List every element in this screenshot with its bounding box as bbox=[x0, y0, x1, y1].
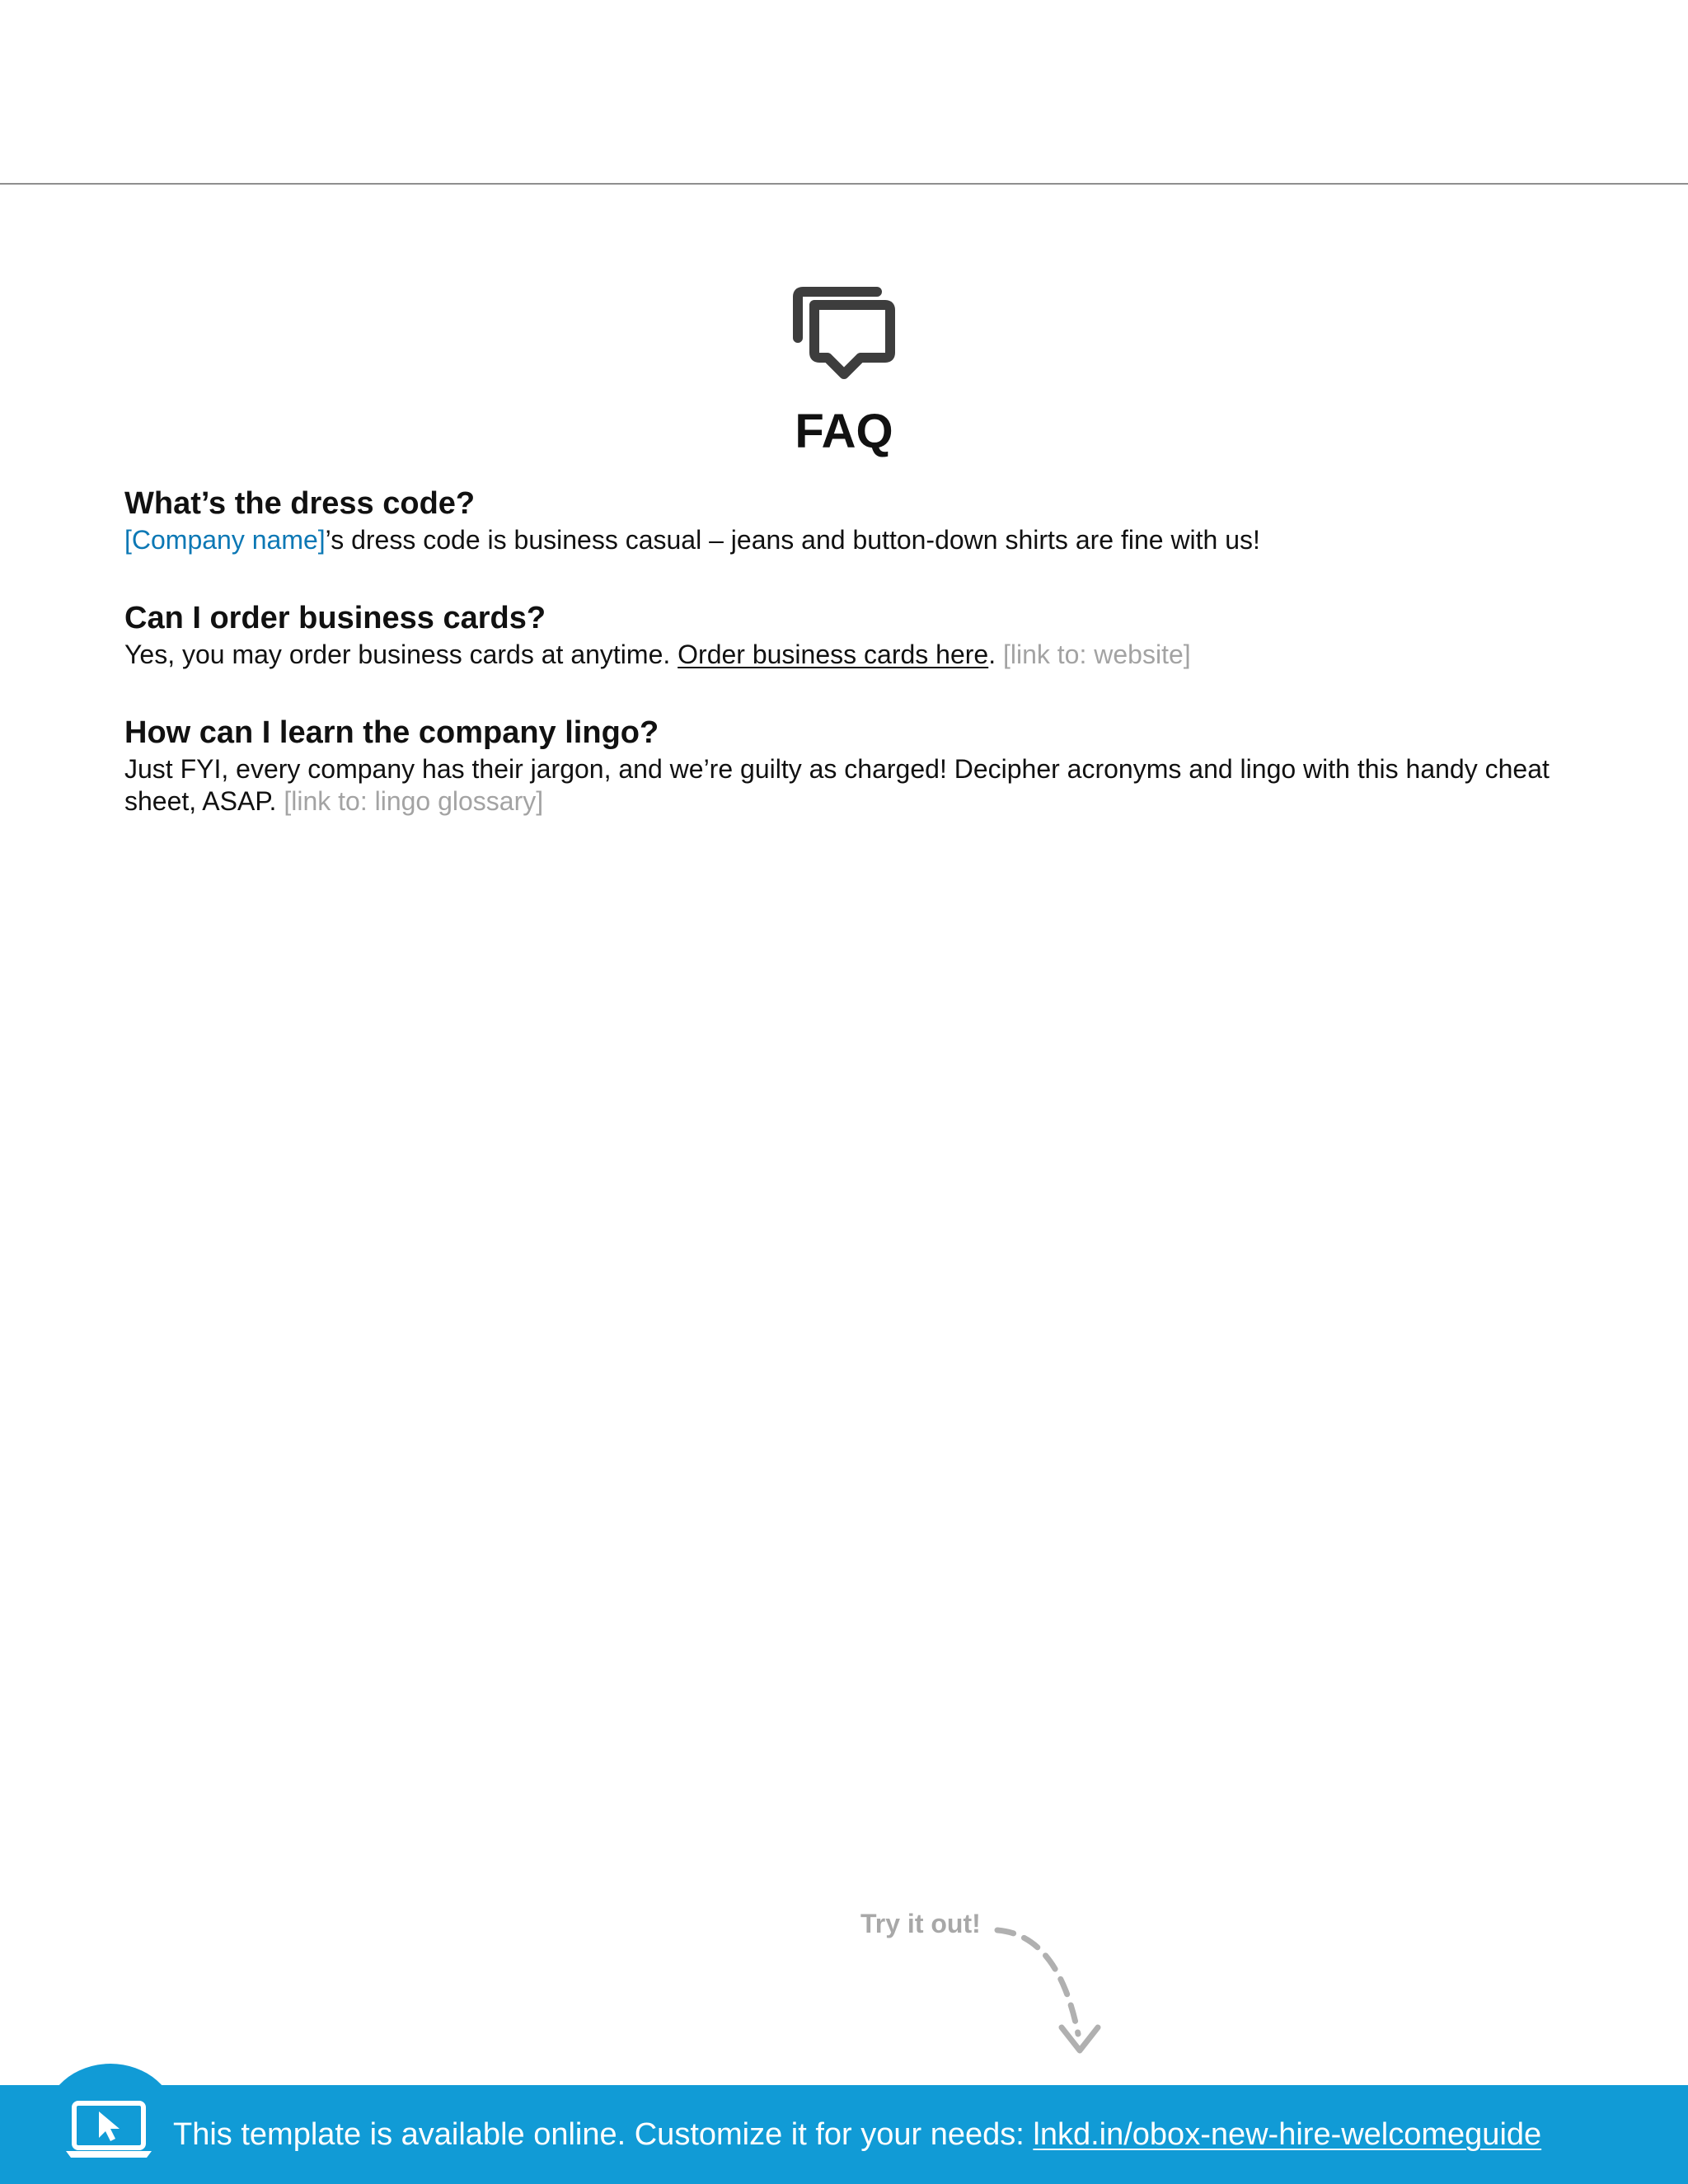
faq-list bbox=[124, 485, 1575, 860]
faq-answer-text: Yes, you may order business cards at anytime. bbox=[124, 640, 678, 669]
faq-question: How can I learn the company lingo? bbox=[124, 715, 659, 750]
header-divider bbox=[0, 183, 1688, 185]
faq-answer-punct: . bbox=[988, 640, 1003, 669]
link-note-placeholder: [link to: lingo glossary] bbox=[284, 786, 544, 816]
faq-answer-text: Just FYI, every company has their jargon, and we’re guilty as charged! Decipher acronyms and lingo with this handy cheat sheet, ASAP. bbox=[124, 754, 1550, 816]
banner-text: This template is available online. Customize it for your needs: bbox=[173, 2117, 1034, 2152]
order-business-cards-link[interactable]: Order business cards here bbox=[678, 640, 989, 669]
curved-arrow-icon bbox=[986, 1910, 1109, 2059]
faq-item-dress-code bbox=[124, 485, 1575, 556]
template-link[interactable]: lnkd.in/obox-new-hire-welcomeguide bbox=[1033, 2117, 1542, 2152]
laptop-cursor-icon bbox=[64, 2100, 153, 2159]
faq-item-business-cards bbox=[124, 599, 1575, 671]
chat-bubbles-icon bbox=[791, 287, 897, 389]
faq-item-company-lingo bbox=[124, 714, 1575, 818]
faq-question: Can I order business cards? bbox=[124, 601, 546, 635]
company-name-placeholder: [Company name] bbox=[124, 525, 326, 555]
faq-answer bbox=[124, 753, 1575, 818]
try-it-out-label: Try it out! bbox=[860, 1909, 981, 1938]
link-note-placeholder: [link to: website] bbox=[1002, 640, 1191, 669]
faq-question: What’s the dress code? bbox=[124, 486, 476, 521]
banner-message bbox=[173, 2116, 1541, 2154]
faq-answer bbox=[124, 524, 1575, 556]
faq-answer-text: ’s dress code is business casual – jeans and button-down shirts are fine with us! bbox=[325, 525, 1260, 555]
page-title: FAQ bbox=[795, 405, 893, 458]
faq-answer bbox=[124, 639, 1575, 671]
